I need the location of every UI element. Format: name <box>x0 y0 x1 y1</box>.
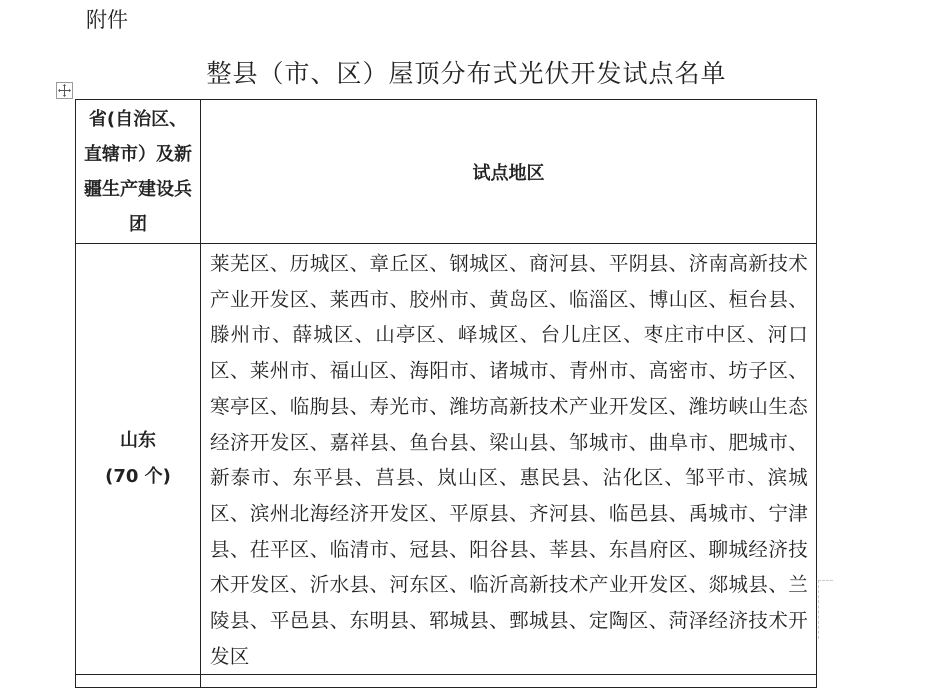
table-row <box>76 244 817 675</box>
attachment-label: 附件 <box>86 8 128 32</box>
table-header-row <box>76 100 817 244</box>
table-row-partial <box>76 675 817 688</box>
areas-cell <box>201 244 817 675</box>
pilot-areas-text: 莱芜区、历城区、章丘区、钢城区、商河县、平阴县、济南高新技术产业开发区、莱西市、胶州市、黄岛区、临淄区、博山区、桓台县、滕州市、薛城区、山亭区、峄城区、台儿庄区、枣庄市中区、河口区、莱州市、福山区、海阳市、诸城市、青州市、高密市、坊子区、寒亭区、临朐县、寿光市、潍坊高新技术产业开发区、潍坊峡山生态经济开发区、嘉祥县、鱼台县、梁山县、邹城市、曲阜市、肥城市、新泰市、东平县、莒县、岚山区、惠民县、沾化区、邹平市、滨城区、滨州北海经济开发区、平原县、齐河县、临邑县、禹城市、宁津县、茌平区、临清市、冠县、阳谷县、莘县、东昌府区、聊城经济技术开发区、沂水县、河东区、临沂高新技术产业开发区、郯城县、兰陵县、平邑县、东明县、郓城县、鄄城县、定陶区、菏泽经济技术开发区 <box>210 252 808 668</box>
province-name: 山东 <box>120 430 156 452</box>
table-move-handle-icon[interactable] <box>56 82 73 99</box>
document-title: 整县（市、区）屋顶分布式光伏开发试点名单 <box>206 59 727 88</box>
table-cell <box>201 675 817 688</box>
province-cell <box>76 244 201 675</box>
table-cell <box>76 675 201 688</box>
header-cell-province <box>76 100 201 244</box>
page-boundary-mark <box>818 580 833 639</box>
header-areas-text: 试点地区 <box>472 162 545 184</box>
province-count: (70 个) <box>105 466 171 488</box>
pilot-list-table <box>75 99 817 688</box>
header-cell-areas <box>201 100 817 244</box>
header-province-text: 省(自治区、直辖市）及新疆生产建设兵团 <box>84 108 192 235</box>
